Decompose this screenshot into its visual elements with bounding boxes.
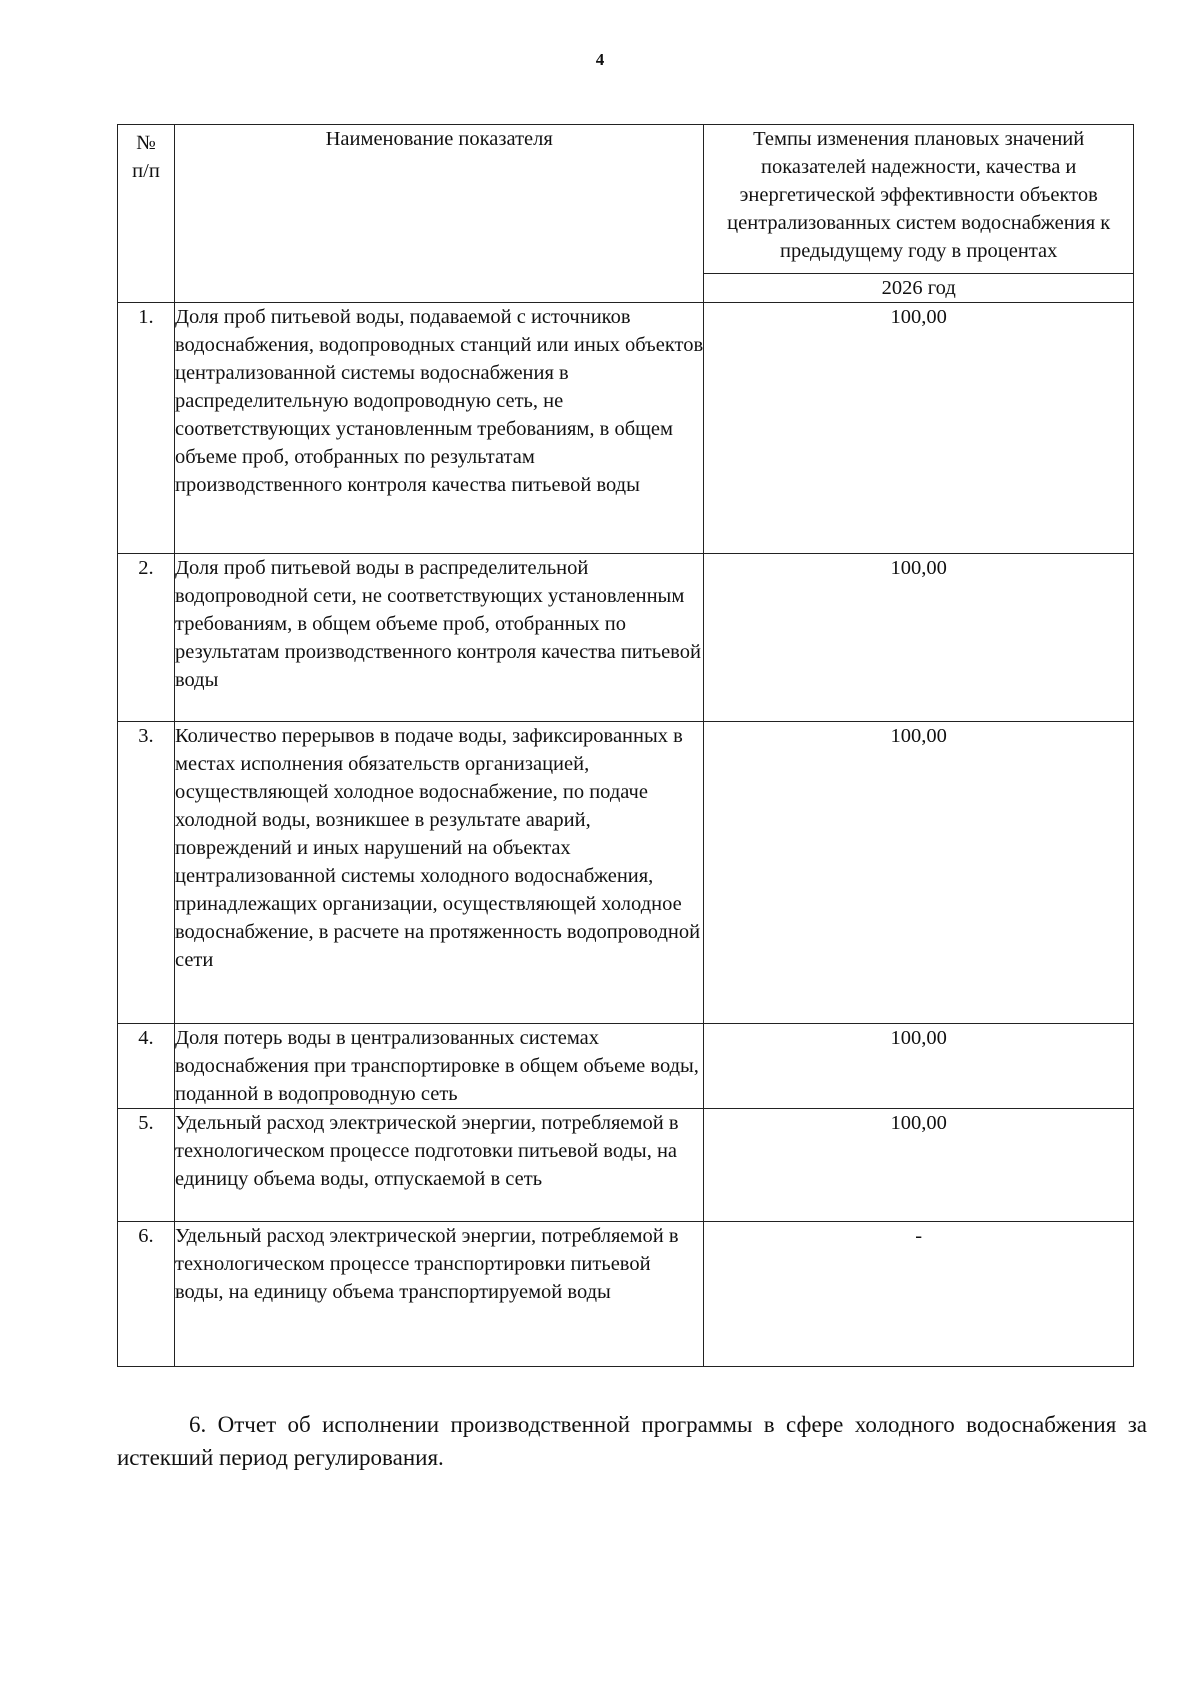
row-num: 4. (118, 1024, 175, 1109)
row-indicator-name: Удельный расход электрической энергии, потребляемой в технологическом процессе транспортировки питьевой воды, на единицу объема транспортируемой воды (174, 1222, 703, 1367)
page-number: 4 (595, 50, 605, 69)
row-value: 100,00 (704, 722, 1134, 1024)
header-num: № п/п (118, 125, 175, 303)
row-num: 3. (118, 722, 175, 1024)
row-num: 6. (118, 1222, 175, 1367)
row-num: 1. (118, 303, 175, 554)
row-value: 100,00 (704, 554, 1134, 722)
table-header-row (118, 125, 1134, 274)
table-row (118, 722, 1134, 1024)
indicators-table (117, 124, 1134, 1367)
header-name: Наименование показателя (174, 125, 703, 303)
row-indicator-name: Удельный расход электрической энергии, потребляемой в технологическом процессе подготовки питьевой воды, на единицу объема воды, отпускаемой в сеть (174, 1109, 703, 1222)
table-row (118, 1024, 1134, 1109)
row-indicator-name: Доля потерь воды в централизованных системах водоснабжения при транспортировке в общем объеме воды, поданной в водопроводную сеть (174, 1024, 703, 1109)
row-indicator-name: Доля проб питьевой воды, подаваемой с источников водоснабжения, водопроводных станций или иных объектов централизованной системы водоснабжения в распределительную водопроводную сеть, не соответствующих установленным требованиям, в общем объеме проб, отобранных по результатам производственного контроля качества питьевой воды (174, 303, 703, 554)
table-row (118, 1222, 1134, 1367)
report-paragraph: 6. Отчет об исполнении производственной программы в сфере холодного водоснабжения за истекший период регулирования. (117, 1412, 1147, 1470)
header-year: 2026 год (704, 274, 1134, 303)
row-value: 100,00 (704, 1109, 1134, 1222)
row-indicator-name: Доля проб питьевой воды в распределительной водопроводной сети, не соответствующих установленным требованиям, в общем объеме проб, отобранных по результатам производственного контроля качества питьевой воды (174, 554, 703, 722)
header-value: Темпы изменения плановых значений показателей надежности, качества и энергетической эффективности объектов централизованных систем водоснабжения к предыдущему году в процентах (704, 125, 1134, 274)
table-row (118, 303, 1134, 554)
row-num: 2. (118, 554, 175, 722)
row-value: 100,00 (704, 303, 1134, 554)
row-value: 100,00 (704, 1024, 1134, 1109)
table-row (118, 1109, 1134, 1222)
row-indicator-name: Количество перерывов в подаче воды, зафиксированных в местах исполнения обязательств организацией, осуществляющей холодное водоснабжение, по подаче холодной воды, возникшее в результате аварий, повреждений и иных нарушений на объектах централизованной системы холодного водоснабжения, принадлежащих организации, осуществляющей холодное водоснабжение, в расчете на протяженность водопроводной сети (174, 722, 703, 1024)
table-row (118, 554, 1134, 722)
row-num: 5. (118, 1109, 175, 1222)
row-value: - (704, 1222, 1134, 1367)
